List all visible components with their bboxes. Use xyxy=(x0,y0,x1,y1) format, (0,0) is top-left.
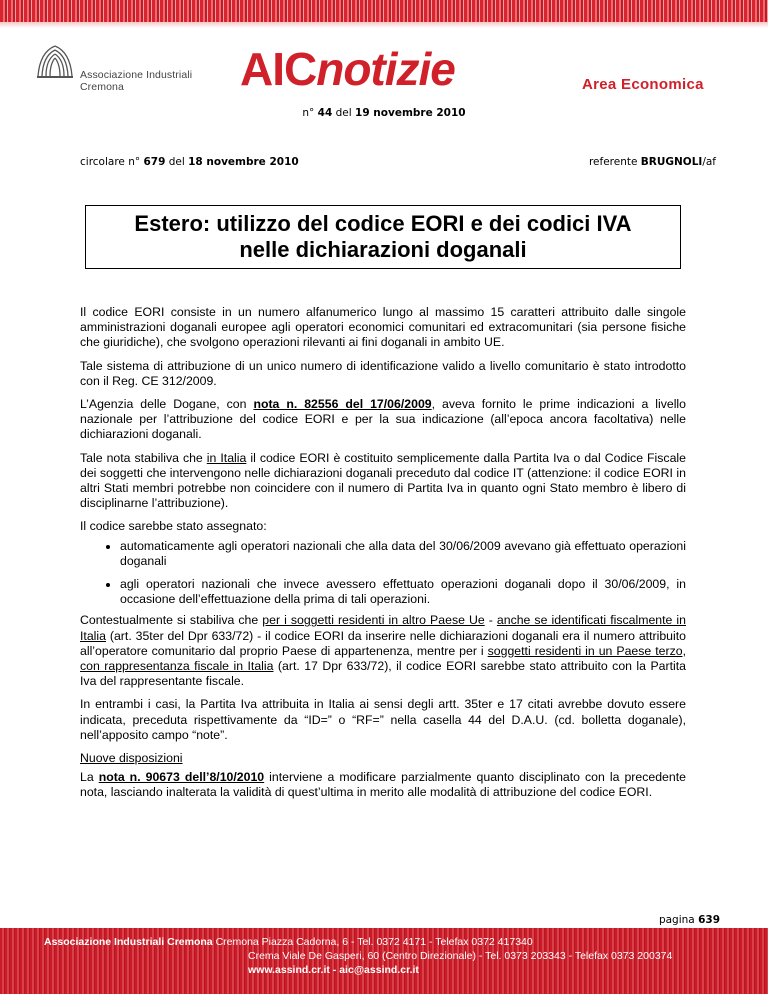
p6-underlined-3: soggetti residenti in un Paese terzo, con rappresentanza fiscale in Italia xyxy=(80,643,686,674)
brand-aic: AIC xyxy=(240,43,317,95)
association-name-line1: Associazione Industriali xyxy=(80,69,193,81)
paragraph-eori-definition: Il codice EORI consiste in un numero alfanumerico lungo al massimo 15 caratteri attribuito dalle singole amministrazioni doganali europee agli operatori economici comunitari ed extracomunitari (sia persone fisiche che giuridiche), che svolgono operazioni rilevanti ai fini doganali in ambito UE. xyxy=(80,305,686,350)
list-item: • automaticamente agli operatori nazionali che alla data del 30/06/2009 avevano già effettuato operazioni doganali xyxy=(120,539,686,569)
title-line2: nelle dichiarazioni doganali xyxy=(239,237,527,262)
page-number xyxy=(659,914,720,926)
header-stripe-fade xyxy=(0,22,768,28)
footer-web-email[interactable]: www.assind.cr.it - aic@assind.cr.it xyxy=(248,964,419,976)
document-title xyxy=(134,211,631,263)
p8-text-a: La xyxy=(80,770,99,785)
area-label: Area Economica xyxy=(582,76,704,93)
list-item: • agli operatori nazionali che invece avessero effettuato operazioni doganali dopo il 30/06/2009, in occasione dell’effettuazione della prima di tali operazioni. xyxy=(120,577,686,607)
footer-crema-address: Crema Viale De Gasperi, 60 (Centro Direzionale) - Tel. 0373 203343 - Telefax 0373 200374 xyxy=(248,950,673,962)
newsletter-brand xyxy=(240,44,455,94)
p4-text-a: Tale nota stabiliva che xyxy=(80,450,207,465)
p8-text-b: interviene a modificare parzialmente quanto disciplinato con la precedente nota, lasciando inalterata la validità di quest’ultima in merito alle modalità di attribuzione del codice EORI. xyxy=(80,770,686,800)
paragraph-regulation: Tale sistema di attribuzione di un unico numero di identificazione valido a livello comunitario è stato introdotto con il Reg. CE 312/2009. xyxy=(80,358,686,388)
p6-text-a: Contestualmente si stabiliva che xyxy=(80,613,263,628)
p6-underlined-1: per i soggetti residenti in altro Paese Ue xyxy=(262,613,485,628)
p4-text-b: il codice EORI è costituito semplicemente dalla Partita Iva o dal Codice Fiscale dei soggetti che intervengono nelle dichiarazioni doganali preceduto dal codice IT (attenzione: il codice EORI in altri Stati membri potrebbe non coincidere con il numero di Partita Iva in quanto ogni Stato membro è libero di disciplinarne l’attribuzione). xyxy=(80,450,686,511)
p6-underlined-2: anche se identificati fiscalmente in Italia xyxy=(80,613,686,643)
p6-text-c: (art. 35ter del Dpr 633/72) - il codice EORI da inserire nelle dichiarazioni doganali era il numero attribuito all’operatore comunitario dal proprio Paese di appartenenza, mentre per i xyxy=(80,628,686,658)
paragraph-foreign-subjects xyxy=(80,613,686,689)
circolare-number: 679 xyxy=(143,156,166,168)
circolare-reference xyxy=(80,156,299,168)
footer-cremona-address: Cremona Piazza Cadorna, 6 - Tel. 0372 4171 - Telefax 0372 417340 xyxy=(215,936,533,948)
paragraph-both-cases: In entrambi i casi, la Partita Iva attribuita in Italia ai sensi degli artt. 35ter e 17 citati avrebbe dovuto essere indicata, preceduta rispettivamente da “ID=” o “RF=” nella casella 44 del D.A.U. (cd. bolletta doganale), nell’apposito campo “note”. xyxy=(80,697,686,742)
association-name xyxy=(80,69,192,93)
document-body xyxy=(80,305,686,809)
title-line1: Estero: utilizzo del codice EORI e dei codici IVA xyxy=(134,211,632,236)
assignment-list xyxy=(80,539,686,608)
referente-name: BRUGNOLI xyxy=(640,156,703,168)
issue-line xyxy=(0,107,768,119)
issue-number-label: n° xyxy=(302,107,315,119)
association-logo-icon xyxy=(34,40,76,82)
issue-date: 19 novembre 2010 xyxy=(355,107,466,119)
paragraph-agenzia-note xyxy=(80,397,686,443)
section-heading: Nuove disposizioni xyxy=(80,751,183,766)
p3-text-a: L’Agenzia delle Dogane, con xyxy=(80,397,254,412)
p3-text-b: , aveva fornito le prime indicazioni a livello nazionale per l’attribuzione del codice EORI e per la sua indicazione (all’epoca ancora facoltativa) nelle dichiarazioni doganali. xyxy=(80,397,687,442)
paragraph-new-note xyxy=(80,770,686,800)
header-stripe xyxy=(0,0,768,22)
nota-82556-link[interactable]: nota n. 82556 del 17/06/2009 xyxy=(253,397,432,412)
circolare-del: del xyxy=(168,156,185,168)
p4-underlined: in Italia xyxy=(206,450,247,465)
page-number-value: 639 xyxy=(698,914,720,926)
nota-90673-link[interactable]: nota n. 90673 dell’8/10/2010 xyxy=(98,770,265,785)
circolare-date: 18 novembre 2010 xyxy=(188,156,299,168)
p6-text-b: - xyxy=(484,613,497,628)
paragraph-italy-rule xyxy=(80,451,686,512)
p6-text-d: (art. 17 Dpr 633/72), il codice EORI sarebbe stato attribuito con la Partita Iva del rappresentante fiscale. xyxy=(80,659,686,689)
issue-number: 44 xyxy=(317,107,333,119)
referente-label: referente xyxy=(588,156,638,168)
referente xyxy=(589,156,716,168)
paragraph-assignment-intro: Il codice sarebbe stato assegnato: xyxy=(80,519,267,534)
brand-notizie: notizie xyxy=(316,43,455,95)
referente-suffix: /af xyxy=(702,156,716,168)
footer-line-1 xyxy=(44,936,533,950)
issue-del: del xyxy=(335,107,352,119)
footer-org: Associazione Industriali Cremona xyxy=(44,936,213,948)
association-name-line2: Cremona xyxy=(80,81,124,93)
circolare-label: circolare n° xyxy=(80,156,141,168)
page-label: pagina xyxy=(658,914,695,926)
title-box xyxy=(85,205,681,269)
footer xyxy=(0,928,768,994)
